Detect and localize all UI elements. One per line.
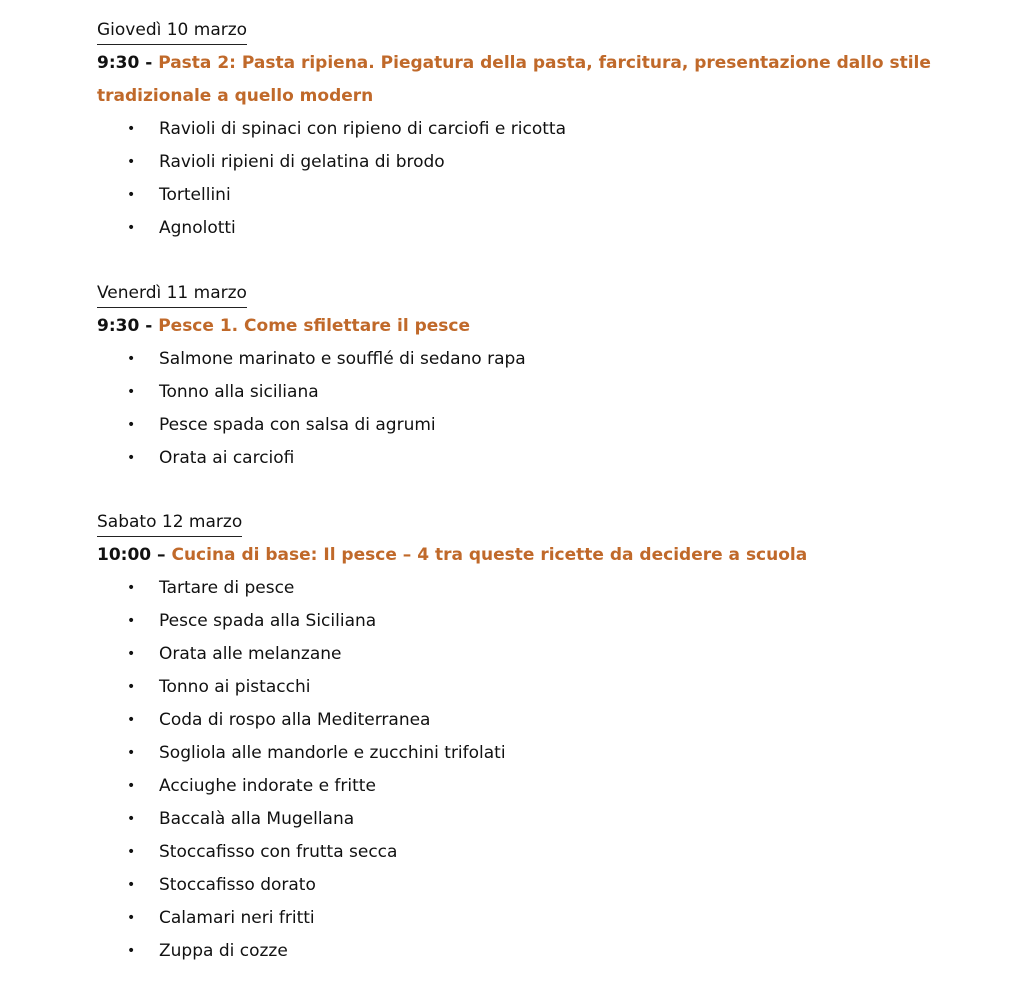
bullet-icon: • bbox=[127, 745, 136, 761]
list-item-label: Coda di rospo alla Mediterranea bbox=[159, 710, 431, 730]
list-item bbox=[97, 146, 977, 179]
session-time: 10:00 bbox=[97, 545, 152, 565]
list-item-label: Pesce spada alla Siciliana bbox=[159, 611, 377, 631]
bullet-icon: • bbox=[127, 580, 136, 596]
day-section-friday bbox=[97, 279, 977, 475]
bullet-icon: • bbox=[127, 877, 136, 893]
list-item bbox=[97, 605, 977, 638]
list-item bbox=[97, 113, 977, 146]
day-date: Venerdì 11 marzo bbox=[97, 279, 247, 308]
list-item-label: Stoccafisso dorato bbox=[159, 875, 316, 895]
list-item-label: Zuppa di cozze bbox=[159, 941, 288, 961]
bullet-icon: • bbox=[127, 844, 136, 860]
list-item bbox=[97, 376, 977, 409]
session-separator: - bbox=[139, 53, 159, 73]
list-item-label: Salmone marinato e soufflé di sedano rapa bbox=[159, 349, 526, 369]
session-time: 9:30 bbox=[97, 53, 140, 73]
bullet-icon: • bbox=[127, 417, 136, 433]
list-item bbox=[97, 671, 977, 704]
recipe-list bbox=[97, 572, 977, 968]
recipe-list bbox=[97, 113, 977, 245]
list-item bbox=[97, 704, 977, 737]
bullet-icon: • bbox=[127, 943, 136, 959]
list-item-label: Tonno ai pistacchi bbox=[159, 677, 311, 697]
list-item-label: Tortellini bbox=[159, 185, 231, 205]
bullet-icon: • bbox=[127, 811, 136, 827]
bullet-icon: • bbox=[127, 154, 136, 170]
list-item bbox=[97, 803, 977, 836]
list-item bbox=[97, 572, 977, 605]
bullet-icon: • bbox=[127, 778, 136, 794]
list-item bbox=[97, 638, 977, 671]
bullet-icon: • bbox=[127, 679, 136, 695]
list-item-label: Orata alle melanzane bbox=[159, 644, 342, 664]
list-item-label: Acciughe indorate e fritte bbox=[159, 776, 376, 796]
bullet-icon: • bbox=[127, 384, 136, 400]
session-time: 9:30 bbox=[97, 316, 140, 336]
bullet-icon: • bbox=[127, 712, 136, 728]
session-title: Pasta 2: Pasta ripiena. Piegatura della pasta, farcitura, presentazione dallo stile tradizionale a quello modern bbox=[97, 53, 931, 106]
list-item bbox=[97, 212, 977, 245]
list-item-label: Pesce spada con salsa di agrumi bbox=[159, 415, 436, 435]
list-item bbox=[97, 902, 977, 935]
bullet-icon: • bbox=[127, 646, 136, 662]
day-date: Sabato 12 marzo bbox=[97, 508, 242, 537]
list-item bbox=[97, 179, 977, 212]
list-item-label: Tonno alla siciliana bbox=[159, 382, 319, 402]
list-item bbox=[97, 869, 977, 902]
list-item bbox=[97, 343, 977, 376]
bullet-icon: • bbox=[127, 613, 136, 629]
session-heading bbox=[97, 310, 977, 343]
list-item-label: Orata ai carciofi bbox=[159, 448, 295, 468]
session-title: Cucina di base: Il pesce – 4 tra queste ricette da decidere a scuola bbox=[171, 545, 808, 565]
bullet-icon: • bbox=[127, 450, 136, 466]
session-title: Pesce 1. Come sfilettare il pesce bbox=[158, 316, 470, 336]
bullet-icon: • bbox=[127, 187, 136, 203]
list-item bbox=[97, 935, 977, 968]
bullet-icon: • bbox=[127, 121, 136, 137]
list-item-label: Sogliola alle mandorle e zucchini trifolati bbox=[159, 743, 506, 763]
recipe-list bbox=[97, 343, 977, 475]
session-heading bbox=[97, 47, 977, 113]
list-item-label: Calamari neri fritti bbox=[159, 908, 315, 928]
session-separator: – bbox=[151, 545, 172, 565]
bullet-icon: • bbox=[127, 910, 136, 926]
list-item-label: Ravioli di spinaci con ripieno di carciofi e ricotta bbox=[159, 119, 566, 139]
session-separator: - bbox=[139, 316, 159, 336]
list-item bbox=[97, 442, 977, 475]
list-item-label: Ravioli ripieni di gelatina di brodo bbox=[159, 152, 445, 172]
list-item-label: Baccalà alla Mugellana bbox=[159, 809, 355, 829]
day-section-thursday bbox=[97, 16, 977, 245]
session-heading bbox=[97, 539, 977, 572]
list-item-label: Stoccafisso con frutta secca bbox=[159, 842, 398, 862]
list-item bbox=[97, 737, 977, 770]
day-date: Giovedì 10 marzo bbox=[97, 16, 247, 45]
bullet-icon: • bbox=[127, 220, 136, 236]
list-item-label: Tartare di pesce bbox=[159, 578, 295, 598]
list-item-label: Agnolotti bbox=[159, 218, 236, 238]
bullet-icon: • bbox=[127, 351, 136, 367]
list-item bbox=[97, 836, 977, 869]
day-section-saturday bbox=[97, 508, 977, 968]
list-item bbox=[97, 770, 977, 803]
list-item bbox=[97, 409, 977, 442]
